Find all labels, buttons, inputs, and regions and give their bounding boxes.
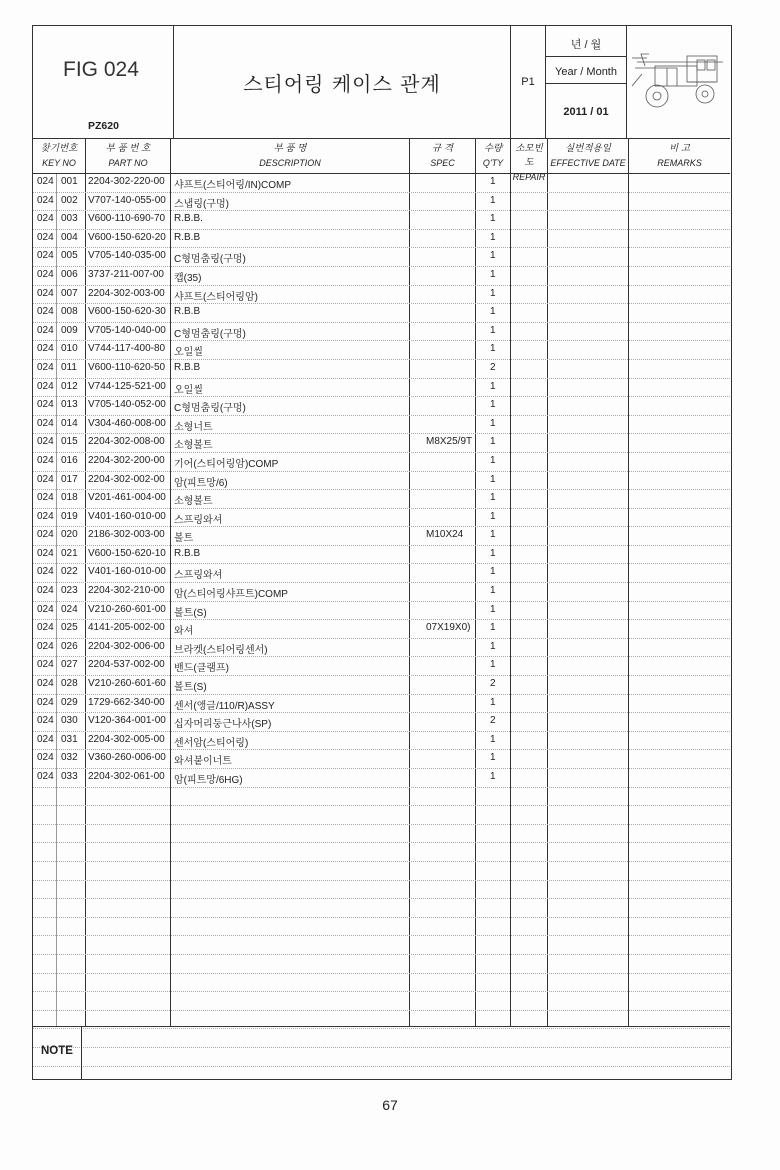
fig-no: 024 xyxy=(37,324,54,336)
figure-number: FIG 024 xyxy=(63,58,139,81)
fig-no: 024 xyxy=(37,640,54,652)
part-no: V600-110-690-70 xyxy=(88,213,166,225)
fig-no: 024 xyxy=(37,529,54,541)
part-no: V120-364-001-00 xyxy=(88,715,166,727)
quantity: 2 xyxy=(490,361,496,373)
col-part: 부 품 번 호 PART NO xyxy=(105,143,151,168)
table-row xyxy=(33,602,730,621)
table-row xyxy=(33,695,730,714)
key-no: 022 xyxy=(61,566,78,578)
col-qty: 수량 Q'TY xyxy=(482,143,504,168)
fig-no: 024 xyxy=(37,268,54,280)
quantity: 1 xyxy=(490,659,496,671)
description: 암(피트망/6HG) xyxy=(174,775,243,786)
sheet-header xyxy=(33,26,730,139)
key-no: 004 xyxy=(61,231,78,243)
table-row xyxy=(33,230,730,249)
fig-no: 024 xyxy=(37,622,54,634)
fig-no: 024 xyxy=(37,213,54,225)
fig-no: 024 xyxy=(37,733,54,745)
date-value: 2011 / 01 xyxy=(563,106,609,118)
fig-no: 024 xyxy=(37,454,54,466)
table-row xyxy=(33,397,730,416)
part-no: V304-460-008-00 xyxy=(88,417,166,429)
fig-no: 024 xyxy=(37,417,54,429)
empty-row xyxy=(33,825,730,844)
quantity: 1 xyxy=(490,250,496,262)
fig-no: 024 xyxy=(37,771,54,782)
part-no: 2204-302-210-00 xyxy=(88,585,165,597)
key-no: 012 xyxy=(61,380,78,392)
year-month-box xyxy=(546,26,626,138)
empty-row xyxy=(33,862,730,881)
part-no: 2204-302-003-00 xyxy=(88,287,165,299)
key-no: 017 xyxy=(61,473,78,485)
key-no: 003 xyxy=(61,213,78,225)
quantity: 1 xyxy=(490,771,496,782)
table-row xyxy=(33,267,730,286)
table-row xyxy=(33,434,730,453)
fig-no: 024 xyxy=(37,287,54,299)
fig-no: 024 xyxy=(37,473,54,485)
table-row xyxy=(33,564,730,583)
table-row xyxy=(33,286,730,305)
quantity: 1 xyxy=(490,324,496,336)
part-no: 2204-302-200-00 xyxy=(88,454,165,466)
quantity: 1 xyxy=(490,492,496,504)
fig-no: 024 xyxy=(37,306,54,318)
description: 밴드(클램프) xyxy=(174,663,229,675)
empty-row xyxy=(33,806,730,825)
quantity: 1 xyxy=(490,306,496,318)
key-no: 021 xyxy=(61,547,78,559)
part-no: V210-260-601-00 xyxy=(88,603,166,615)
quantity: 1 xyxy=(490,380,496,392)
description: C형멈춤링(구멍) xyxy=(174,254,246,266)
spec: 07X19X0) xyxy=(426,622,471,634)
fig-no: 024 xyxy=(37,176,54,187)
empty-row xyxy=(33,918,730,937)
quantity: 1 xyxy=(490,343,496,355)
description: R.B.B xyxy=(174,231,201,243)
fig-no: 024 xyxy=(37,659,54,671)
fig-no: 024 xyxy=(37,250,54,262)
empty-row xyxy=(33,843,730,862)
description: 소형볼트 xyxy=(174,440,213,452)
table-row xyxy=(33,379,730,398)
description: 소형너트 xyxy=(174,421,213,433)
part-no: V707-140-055-00 xyxy=(88,194,166,206)
key-no: 032 xyxy=(61,752,78,764)
description: 오일씰 xyxy=(174,384,203,396)
part-no: 2204-302-008-00 xyxy=(88,436,165,448)
empty-row xyxy=(33,974,730,993)
quantity: 1 xyxy=(490,399,496,411)
key-no: 027 xyxy=(61,659,78,671)
description: 캡(35) xyxy=(174,272,202,284)
quantity: 1 xyxy=(490,529,496,541)
table-row xyxy=(33,527,730,546)
note-label: NOTE xyxy=(41,1045,73,1057)
fig-no: 024 xyxy=(37,752,54,764)
key-no: 023 xyxy=(61,585,78,597)
description: 스프링와셔 xyxy=(174,514,223,526)
fig-no: 024 xyxy=(37,436,54,448)
key-no: 018 xyxy=(61,492,78,504)
part-no: V705-140-052-00 xyxy=(88,399,166,411)
part-no: V201-461-004-00 xyxy=(88,492,166,504)
part-no: V705-140-040-00 xyxy=(88,324,166,336)
key-no: 006 xyxy=(61,268,78,280)
table-row xyxy=(33,583,730,602)
col-desc: 부 품 명 DESCRIPTION xyxy=(259,143,321,168)
table-row xyxy=(33,732,730,751)
quantity: 2 xyxy=(490,678,496,690)
part-no: 1729-662-340-00 xyxy=(88,696,165,708)
part-no: 2204-302-220-00 xyxy=(88,176,165,187)
empty-row xyxy=(33,899,730,918)
quantity: 1 xyxy=(490,603,496,615)
part-no: V360-260-006-00 xyxy=(88,752,166,764)
fig-no: 024 xyxy=(37,715,54,727)
col-key: 찾기번호 KEY NO xyxy=(40,143,78,168)
quantity: 1 xyxy=(490,733,496,745)
key-no: 033 xyxy=(61,771,78,782)
description: 브라켓(스티어링센서) xyxy=(174,644,268,656)
key-no: 020 xyxy=(61,529,78,541)
table-row xyxy=(33,750,730,769)
fig-no: 024 xyxy=(37,547,54,559)
part-no: V210-260-601-60 xyxy=(88,678,166,690)
part-no: V744-117-400-80 xyxy=(88,343,166,355)
description: 볼트(S) xyxy=(174,607,207,619)
key-no: 011 xyxy=(61,361,77,373)
key-no: 002 xyxy=(61,194,78,206)
quantity: 1 xyxy=(490,696,496,708)
description: 스프링와셔 xyxy=(174,570,223,582)
key-no: 019 xyxy=(61,510,78,522)
note-box xyxy=(33,1026,730,1080)
table-row xyxy=(33,304,730,323)
table-row xyxy=(33,174,730,193)
table-row xyxy=(33,713,730,732)
key-no: 024 xyxy=(61,603,78,615)
part-no: 2204-302-006-00 xyxy=(88,640,165,652)
part-no: 2204-302-005-00 xyxy=(88,733,165,745)
description: 샤프트(스티어링암) xyxy=(174,291,258,303)
sheet-title: 스티어링 케이스 관계 xyxy=(243,71,441,96)
part-no: V705-140-035-00 xyxy=(88,250,166,262)
quantity: 1 xyxy=(490,510,496,522)
key-no: 015 xyxy=(61,436,78,448)
empty-row xyxy=(33,881,730,900)
key-no: 025 xyxy=(61,622,78,634)
table-row xyxy=(33,490,730,509)
description: R.B.B. xyxy=(174,213,203,225)
table-row xyxy=(33,769,730,788)
quantity: 1 xyxy=(490,268,496,280)
quantity: 1 xyxy=(490,231,496,243)
key-no: 014 xyxy=(61,417,78,429)
part-no: V744-125-521-00 xyxy=(88,380,166,392)
quantity: 1 xyxy=(490,417,496,429)
quantity: 1 xyxy=(490,194,496,206)
description: R.B.B xyxy=(174,547,201,559)
fig-no: 024 xyxy=(37,510,54,522)
table-row xyxy=(33,211,730,230)
key-no: 031 xyxy=(61,733,78,745)
key-no: 010 xyxy=(61,343,78,355)
quantity: 1 xyxy=(490,176,496,187)
table-row xyxy=(33,657,730,676)
fig-no: 024 xyxy=(37,380,54,392)
part-no: 2186-302-003-00 xyxy=(88,529,165,541)
table-row xyxy=(33,453,730,472)
quantity: 1 xyxy=(490,436,496,448)
quantity: 1 xyxy=(490,547,496,559)
year-month-kr: 년 / 월 xyxy=(570,39,602,51)
key-no: 028 xyxy=(61,678,78,690)
quantity: 1 xyxy=(490,640,496,652)
description: C형멈춤링(구멍) xyxy=(174,403,246,415)
key-no: 013 xyxy=(61,399,78,411)
year-month-en: Year / Month xyxy=(555,66,617,78)
description: 와셔붙이너트 xyxy=(174,756,232,768)
part-no: 4141-205-002-00 xyxy=(88,622,165,634)
empty-row xyxy=(33,992,730,1011)
description: 십자머리둥근나사(SP) xyxy=(174,719,272,731)
fig-no: 024 xyxy=(37,343,54,355)
fig-no: 024 xyxy=(37,194,54,206)
fig-no: 024 xyxy=(37,492,54,504)
col-repair: 소모빈도 REPAIR xyxy=(512,143,546,182)
table-row xyxy=(33,360,730,379)
fig-no: 024 xyxy=(37,361,54,373)
fig-no: 024 xyxy=(37,603,54,615)
key-no: 005 xyxy=(61,250,78,262)
part-no: V401-160-010-00 xyxy=(88,510,166,522)
table-row xyxy=(33,248,730,267)
empty-row xyxy=(33,955,730,974)
table-row xyxy=(33,193,730,212)
fig-no: 024 xyxy=(37,696,54,708)
fig-no: 024 xyxy=(37,678,54,690)
part-no: V401-160-010-00 xyxy=(88,566,166,578)
key-no: 026 xyxy=(61,640,78,652)
key-no: 001 xyxy=(61,176,78,187)
description: 스냅링(구멍) xyxy=(174,198,229,210)
fig-no: 024 xyxy=(37,566,54,578)
description: C형멈춤링(구멍) xyxy=(174,328,246,340)
figure-box xyxy=(33,26,173,138)
description: 암(스티어링샤프트)COMP xyxy=(174,589,288,601)
quantity: 1 xyxy=(490,752,496,764)
page-number: 67 xyxy=(382,1097,398,1113)
fig-no: 024 xyxy=(37,399,54,411)
key-no: 007 xyxy=(61,287,78,299)
fig-no: 024 xyxy=(37,585,54,597)
part-no: V600-150-620-20 xyxy=(88,231,166,243)
description: 볼트 xyxy=(174,533,194,545)
table-row xyxy=(33,509,730,528)
quantity: 1 xyxy=(490,585,496,597)
part-no: 3737-211-007-00 xyxy=(88,268,164,280)
description: 볼트(S) xyxy=(174,682,207,694)
quantity: 1 xyxy=(490,454,496,466)
spec: M10X24 xyxy=(426,529,464,541)
parts-table-body xyxy=(33,174,730,1067)
key-no: 008 xyxy=(61,306,78,318)
table-row xyxy=(33,676,730,695)
spec: M8X25/9T xyxy=(426,436,473,448)
parts-sheet xyxy=(32,25,732,1080)
table-row xyxy=(33,341,730,360)
col-remarks: 비 고 REMARKS xyxy=(657,143,702,168)
description: 오일씰 xyxy=(174,347,203,359)
part-no: V600-150-620-10 xyxy=(88,547,166,559)
model-name: PZ620 xyxy=(88,120,119,132)
quantity: 1 xyxy=(490,473,496,485)
col-effective-date: 실번적용일 EFFECTIVE DATE xyxy=(550,143,626,168)
quantity: 2 xyxy=(490,715,496,727)
part-no: 2204-302-002-00 xyxy=(88,473,165,485)
key-no: 030 xyxy=(61,715,78,727)
description: 샤프트(스티어링/IN)COMP xyxy=(174,180,292,191)
description: 기어(스티어링암)COMP xyxy=(174,458,279,470)
description: R.B.B xyxy=(174,306,201,318)
quantity: 1 xyxy=(490,213,496,225)
quantity: 1 xyxy=(490,622,496,634)
description: 와셔 xyxy=(174,626,194,638)
page-code: P1 xyxy=(521,76,535,88)
table-row xyxy=(33,416,730,435)
key-no: 029 xyxy=(61,696,78,708)
table-row xyxy=(33,472,730,491)
table-row xyxy=(33,639,730,658)
part-no: V600-150-620-30 xyxy=(88,306,166,318)
table-row xyxy=(33,546,730,565)
empty-row xyxy=(33,936,730,955)
quantity: 1 xyxy=(490,287,496,299)
part-no: 2204-537-002-00 xyxy=(88,659,165,671)
key-no: 009 xyxy=(61,324,78,336)
machine-illustration xyxy=(627,26,730,138)
col-spec: 규 격 SPEC xyxy=(430,143,455,168)
table-row xyxy=(33,620,730,639)
description: 암(피트망/6) xyxy=(174,477,228,489)
empty-row xyxy=(33,788,730,807)
table-row xyxy=(33,323,730,342)
description: 센서암(스티어링) xyxy=(174,737,249,749)
part-no: V600-110-620-50 xyxy=(88,361,166,373)
description: 소형볼트 xyxy=(174,496,213,508)
description: R.B.B xyxy=(174,361,201,373)
description: 센서(앵글/110/R)ASSY xyxy=(174,700,275,712)
quantity: 1 xyxy=(490,566,496,578)
part-no: 2204-302-061-00 xyxy=(88,771,165,782)
fig-no: 024 xyxy=(37,231,54,243)
key-no: 016 xyxy=(61,454,78,466)
